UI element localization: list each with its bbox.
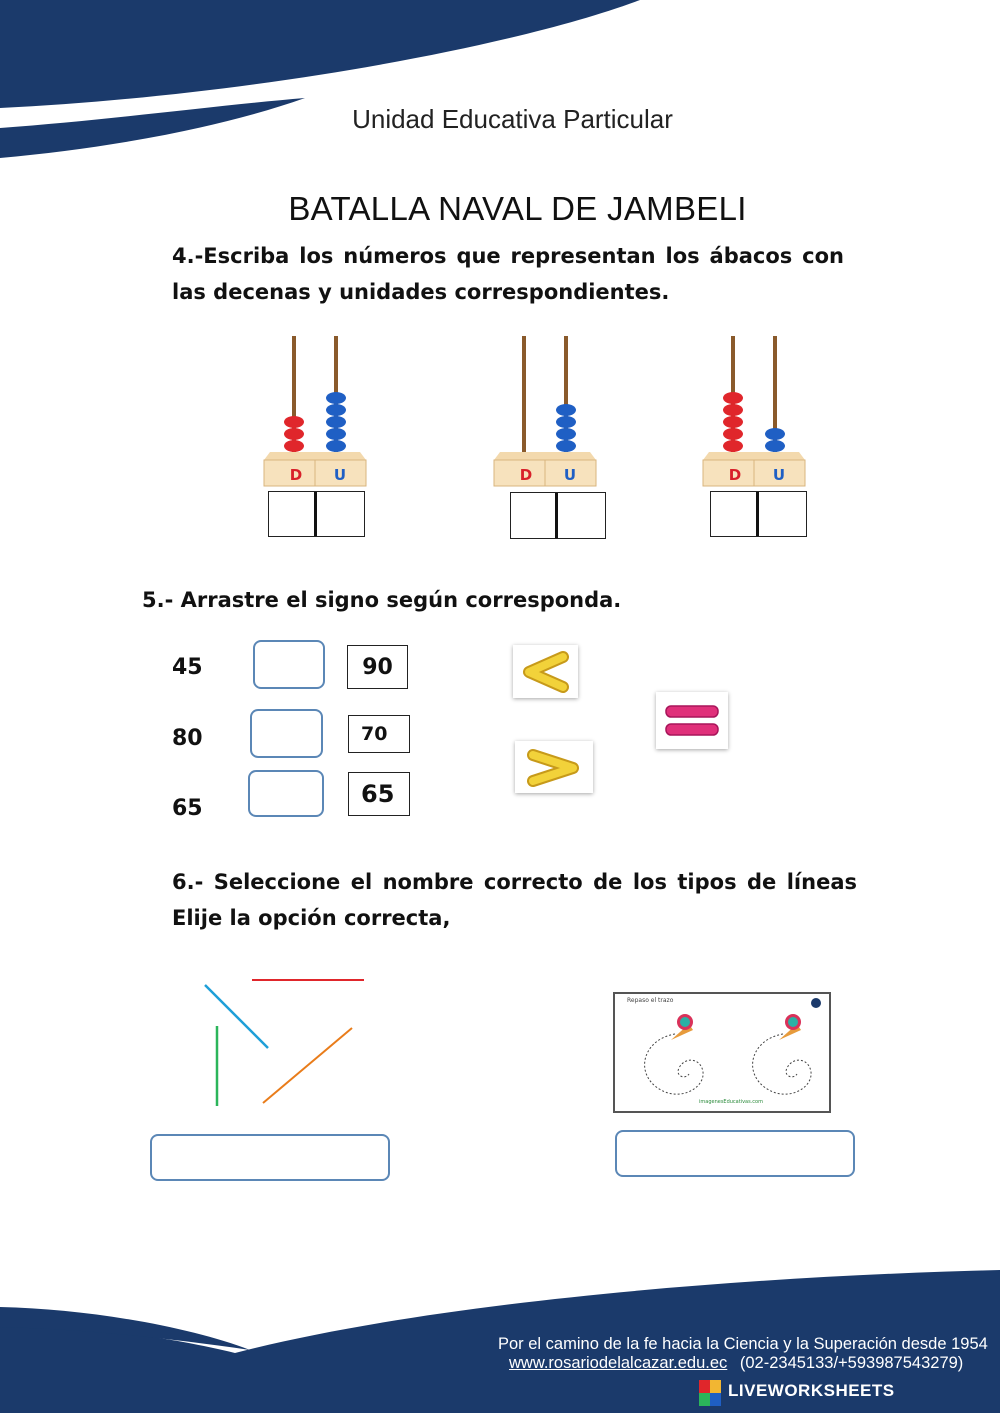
label-u: U xyxy=(563,466,577,484)
label-d: D xyxy=(519,466,533,484)
abacus-base xyxy=(494,452,596,486)
unidades-beads xyxy=(326,392,346,452)
row-2-right-number: 70 xyxy=(348,715,410,753)
equals-sign-tile[interactable] xyxy=(656,692,728,749)
liveworksheets-brand: LIVEWORKSHEETS xyxy=(728,1381,895,1400)
question-5-prompt: 5.- Arrastre el signo según corresponda. xyxy=(142,588,622,612)
row-3-left-number: 65 xyxy=(172,796,203,821)
abacus-base xyxy=(264,452,366,486)
less-than-icon xyxy=(513,645,578,698)
greater-than-icon xyxy=(515,741,593,793)
school-name: Unidad Educativa Particular xyxy=(352,104,673,134)
unidades-beads xyxy=(765,428,785,452)
question-4-prompt: 4.-Escriba los números que representan los ábacos con las decenas y unidades correspondientes. xyxy=(172,244,844,304)
row-2-left-number: 80 xyxy=(172,726,203,751)
diagonal-line-blue xyxy=(205,985,268,1048)
footer-website-link[interactable]: www.rosariodelalcazar.edu.ec xyxy=(509,1354,728,1372)
footer-motto: Por el camino de la fe hacia la Ciencia y la Superación desde 1954 xyxy=(498,1335,988,1353)
diagonal-line-orange xyxy=(263,1028,352,1103)
worksheet-credit: imagenesEducativas.com xyxy=(699,1099,763,1105)
row-3-sign-dropzone[interactable] xyxy=(248,770,324,817)
label-d: D xyxy=(728,466,742,484)
abacus-2 xyxy=(488,332,603,492)
footer-contact xyxy=(509,1354,963,1373)
liveworksheets-logo-icon xyxy=(699,1380,721,1406)
abacus-1-answer-box[interactable] xyxy=(268,491,365,537)
curved-lines-worksheet-image xyxy=(613,992,831,1113)
question-6-line-2: Elije la opción correcta, xyxy=(172,906,451,930)
abacus-base xyxy=(703,452,805,486)
decenas-beads xyxy=(723,392,743,452)
label-d: D xyxy=(289,466,303,484)
worksheet-title: BATALLA NAVAL DE JAMBELI xyxy=(288,190,747,227)
question-6-line-1: 6.- Seleccione el nombre correcto de los tipos de líneas xyxy=(172,870,857,894)
label-u: U xyxy=(333,466,347,484)
curved-lines-answer-box[interactable] xyxy=(615,1130,855,1177)
abacus-2-answer-box[interactable] xyxy=(510,492,606,539)
header-wave xyxy=(0,0,1000,170)
abacus-1 xyxy=(258,332,373,492)
abacus-3 xyxy=(697,332,812,492)
line-types-illustration xyxy=(190,970,380,1115)
row-1-sign-dropzone[interactable] xyxy=(253,640,325,689)
equals-icon xyxy=(656,692,728,749)
row-3-right-number: 65 xyxy=(348,772,410,816)
less-than-sign-tile[interactable] xyxy=(513,645,578,698)
abacus-3-answer-box[interactable] xyxy=(710,491,807,537)
worksheet-caption: Repaso el trazo xyxy=(627,997,674,1004)
question-6-prompt xyxy=(172,864,857,936)
label-u: U xyxy=(772,466,786,484)
line-types-answer-box[interactable] xyxy=(150,1134,390,1181)
row-1-left-number: 45 xyxy=(172,655,203,680)
footer-phones: (02-2345133/+593987543279) xyxy=(739,1354,964,1372)
row-1-right-number: 90 xyxy=(347,645,408,689)
spiral-drawings xyxy=(615,994,829,1111)
decenas-beads xyxy=(284,416,304,452)
unidades-beads xyxy=(556,404,576,452)
greater-than-sign-tile[interactable] xyxy=(515,741,593,793)
ice-cream-icon-2 xyxy=(779,1014,801,1040)
ice-cream-icon-1 xyxy=(671,1014,693,1040)
row-2-sign-dropzone[interactable] xyxy=(250,709,323,758)
